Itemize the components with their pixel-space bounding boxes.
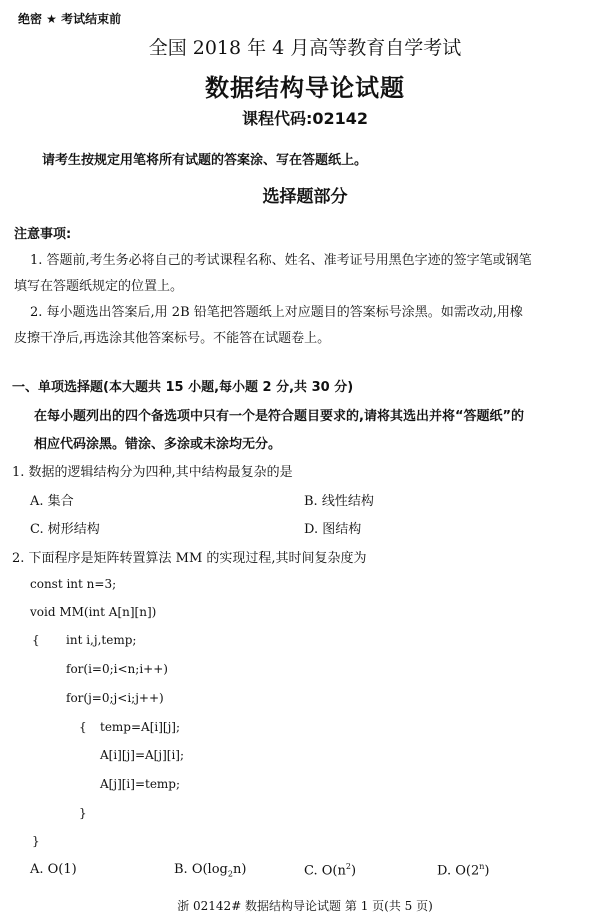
code-brace: } [79, 806, 87, 820]
note-1-line-1: 1. 答题前,考生务必将自己的考试课程名称、姓名、准考证号用黑色字迹的签字笔或钢笔 [30, 253, 532, 268]
q2-option-b: B. $O(\log_2n)$ [174, 862, 247, 879]
note-1-line-2: 填写在答题纸规定的位置上。 [14, 279, 184, 294]
section-title: 选择题部分 [262, 187, 348, 207]
q1-option-c: C. 树形结构 [30, 522, 100, 537]
code-line: A[j][i]=temp; [100, 777, 181, 791]
part1-heading: 一、单项选择题(本大题共 15 小题,每小题 2 分,共 30 分) [12, 380, 354, 395]
paper-title: 数据结构导论试题 [205, 74, 405, 102]
q1-stem: 1. 数据的逻辑结构分为四种,其中结构最复杂的是 [12, 465, 293, 480]
code-line: temp=A[i][j]; [100, 720, 181, 734]
code-line: const int n=3; [30, 577, 117, 591]
q2-option-d: D. O(2$^n$) [437, 862, 490, 879]
notes-heading: 注意事项: [14, 227, 72, 242]
course-code: 课程代码:02142 [241, 109, 369, 128]
q2-option-a: A. O(1) [30, 862, 77, 877]
note-2-line-1: 2. 每小题选出答案后,用 2B 铅笔把答题纸上对应题目的答案标号涂黑。如需改动,用橡 [30, 305, 523, 320]
q1-option-b: B. 线性结构 [304, 494, 374, 509]
part1-desc-line-2: 相应代码涂黑。错涂、多涂或未涂均无分。 [34, 437, 282, 452]
code-brace: { [79, 720, 87, 734]
answer-instruction: 请考生按规定用笔将所有试题的答案涂、写在答题纸上。 [42, 153, 368, 168]
code-line: A[i][j]=A[j][i]; [100, 748, 184, 762]
note-2-line-2: 皮擦干净后,再选涂其他答案标号。不能答在试题卷上。 [14, 331, 331, 346]
q2-stem: 2. 下面程序是矩阵转置算法 MM 的实现过程,其时间复杂度为 [12, 551, 367, 566]
code-brace: } [32, 834, 40, 848]
exam-title: 全国 2018 年 4 月高等教育自学考试 [148, 37, 462, 59]
q1-option-a: A. 集合 [30, 494, 74, 509]
code-line: for(j=0;j<i;j++) [66, 691, 164, 705]
confidential-mark: 绝密 ★ 考试结束前 [18, 12, 122, 26]
part1-desc-line-1: 在每小题列出的四个备选项中只有一个是符合题目要求的,请将其选出并将“答题纸”的 [34, 409, 525, 424]
code-line: for(i=0;i<n;i++) [66, 662, 168, 676]
code-line: void MM(int A[n][n]) [30, 605, 157, 619]
code-brace: { [32, 633, 40, 647]
q1-option-d: D. 图结构 [304, 522, 362, 537]
code-line: int i,j,temp; [66, 633, 137, 647]
q2-option-c: C. $O(n^2)$ [304, 862, 357, 879]
page-footer: 浙 02142# 数据结构导论试题 第 1 页(共 5 页) [177, 899, 433, 913]
